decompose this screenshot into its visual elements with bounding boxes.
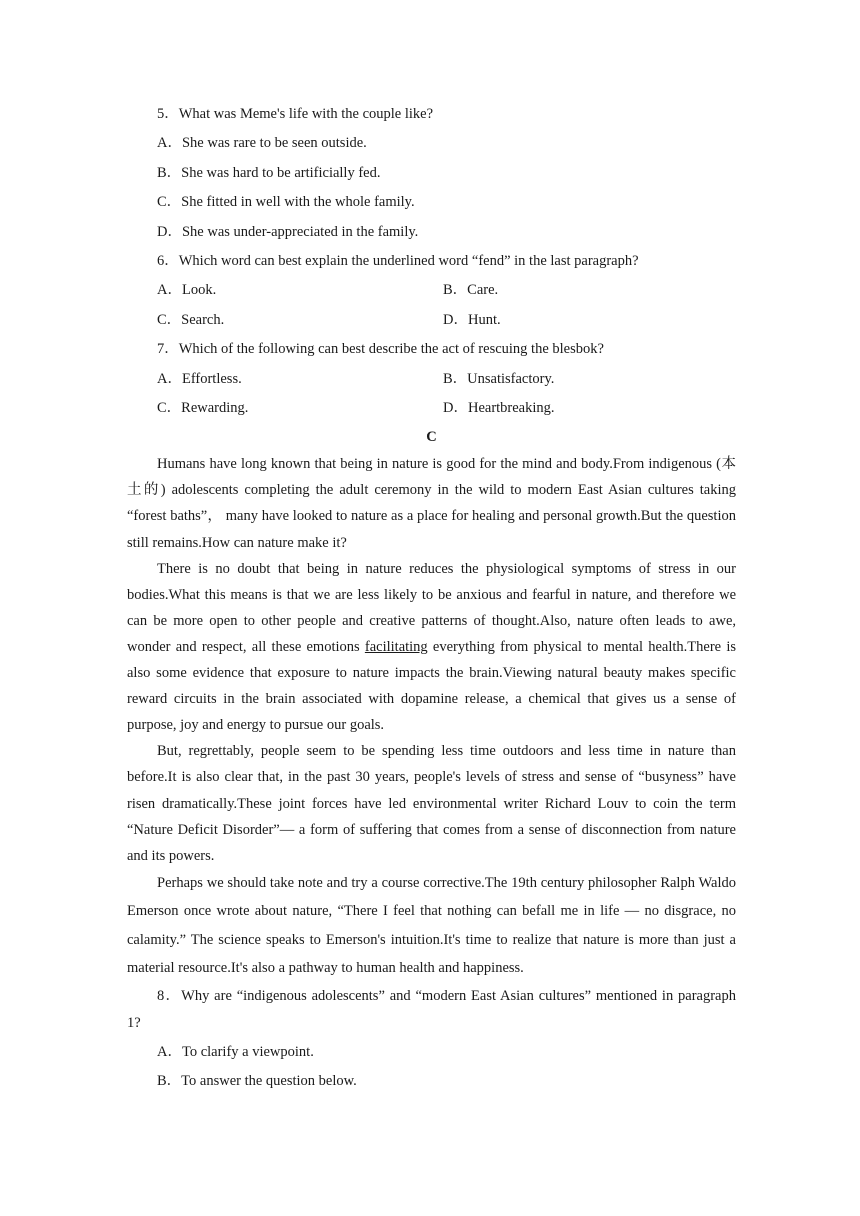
q6-option-b: B．Care. <box>443 282 499 299</box>
q8-stem: 8．Why are “indigenous adolescents” and “modern East Asian cultures” mentioned in paragraph 1? <box>127 987 736 1032</box>
passage-paragraph-3: But, regrettably, people seem to be spending less time outdoors and less time in nature than before.It is also clear that, in the past 30 years, people's levels of stress and sense of “busyness” have risen dramatically.These joint forces have led environmental writer Richard Louv to coin the term “Nature Deficit Disorder”— a form of suffering that comes from a sense of disconnection from nature and its powers. <box>127 743 736 864</box>
paragraph-2-text-end: everything from physical to mental health.There is also some evidence that exposure to nature impacts the brain.Viewing natural beauty makes specific reward circuits in the brain associated with dopamine release, a chemical that gives us a sense of purpose, joy and energy to pursue our goals. <box>127 638 736 734</box>
passage-paragraph-2 <box>127 556 736 739</box>
q6-options-row-2 <box>157 306 736 335</box>
document-page <box>127 100 736 1097</box>
q7-option-c: C．Rewarding. <box>157 399 249 416</box>
passage-paragraph-1: Humans have long known that being in nature is good for the mind and body.From indigenous (本土的) adolescents completing the adult ceremony in the wild to modern East Asian cultures taking “forest baths”， many have looked to nature as a place for healing and personal growth.But the question still remains.How can nature make it? <box>127 456 736 551</box>
q6-option-a: A．Look. <box>157 282 217 299</box>
q5-option-b: B．She was hard to be artificially fed. <box>157 164 381 181</box>
q5-option-c: C．She fitted in well with the whole family. <box>157 194 415 211</box>
section-heading: C <box>426 429 437 446</box>
q7-options-row-2 <box>157 394 736 423</box>
passage-paragraph-4: Perhaps we should take note and try a course corrective.The 19th century philosopher Ralph Waldo Emerson once wrote about nature, “There I feel that nothing can befall me in life — no disgrace, no calamity.” The science speaks to Emerson's intuition.It's time to realize that nature is more than just a material resource.It's also a pathway to human health and happiness. <box>127 874 736 977</box>
q7-options-row-1 <box>157 365 736 394</box>
paragraph-2-text-start: There is no doubt that being in nature reduces the physiological symptoms of stress in our bodies.What this means is that we are less likely to be anxious and fearful in nature, and therefore we can be more open to other people and creative patterns of thought.Also, nature often leads to awe, wonder and respect, all these emotions <box>127 560 736 655</box>
q6-stem: 6．Which word can best explain the underlined word “fend” in the last paragraph? <box>157 252 639 269</box>
q6-option-c: C．Search. <box>157 311 225 328</box>
q6-option-d: D．Hunt. <box>443 311 501 328</box>
q5-option-a: A．She was rare to be seen outside. <box>157 135 367 152</box>
q8-option-a: A．To clarify a viewpoint. <box>157 1043 314 1060</box>
q8-option-b: B．To answer the question below. <box>157 1073 357 1090</box>
q7-stem: 7．Which of the following can best describe the act of rescuing the blesbok? <box>157 341 604 358</box>
q7-option-b: B．Unsatisfactory. <box>443 370 555 387</box>
q7-option-a: A．Effortless. <box>157 370 242 387</box>
underlined-word: facilitating <box>364 638 428 655</box>
q5-stem: 5．What was Meme's life with the couple like? <box>157 106 434 122</box>
q7-option-d: D．Heartbreaking. <box>443 399 555 416</box>
q6-options-row-1 <box>157 276 736 305</box>
q5-option-d: D．She was under-appreciated in the family. <box>157 223 419 240</box>
